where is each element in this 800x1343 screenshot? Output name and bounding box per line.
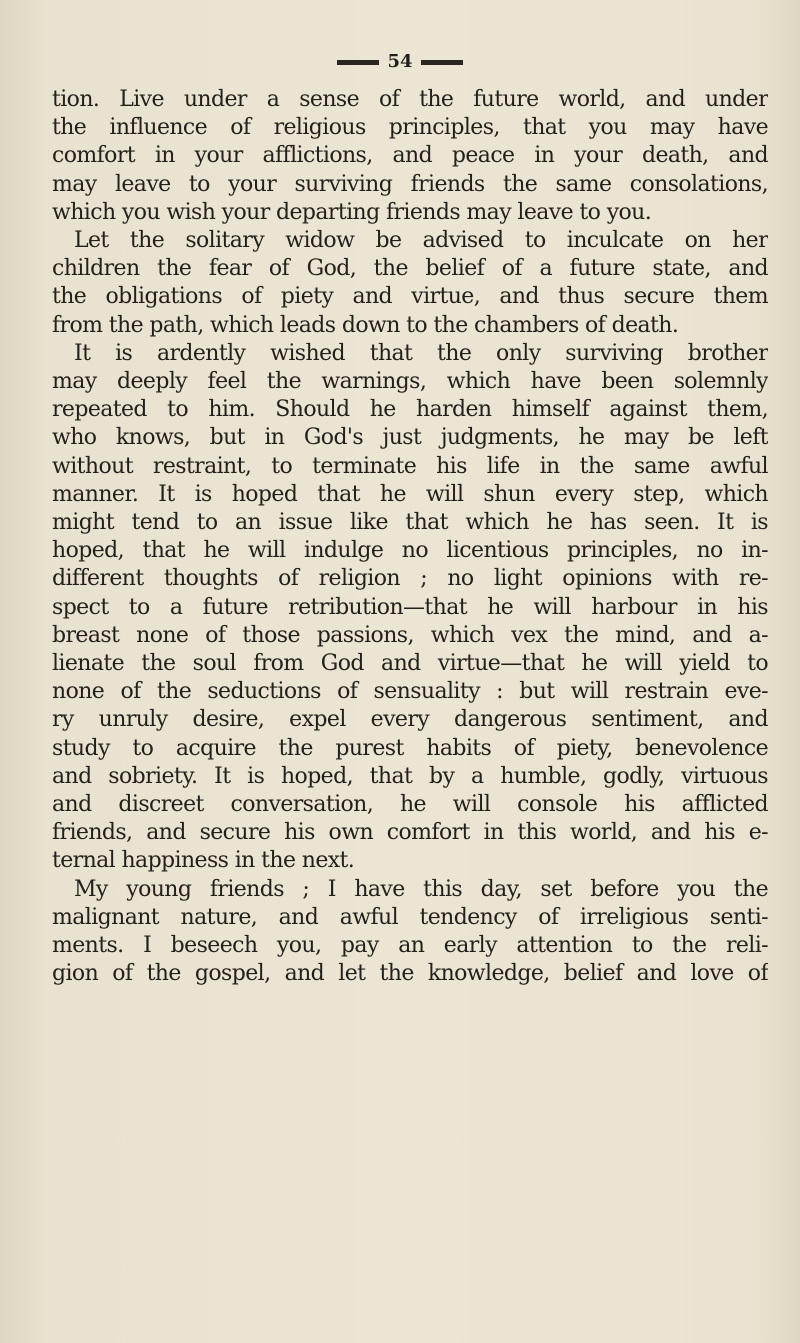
text-line: hoped, that he will indulge no licentious principles, no in- — [52, 538, 768, 564]
text-line: the obligations of piety and virtue, and thus secure them — [52, 284, 768, 310]
text-line: may deeply feel the warnings, which have been solemnly — [52, 369, 768, 395]
text-line: friends, and secure his own comfort in this world, and his e- — [52, 820, 768, 846]
text-line: none of the seductions of sensuality : but will restrain eve- — [52, 679, 768, 705]
text-line: and discreet conversation, he will console his afflicted — [52, 792, 768, 818]
text-line: gion of the gospel, and let the knowledge, belief and love of — [52, 961, 768, 987]
text-line: tion. Live under a sense of the future world, and under — [52, 87, 768, 112]
text-line: different thoughts of religion ; no light opinions with re- — [52, 566, 768, 592]
text-line: My young friends ; I have this day, set before you the — [74, 876, 768, 902]
header-rule-left — [337, 60, 379, 65]
text-line: and sobriety. It is hoped, that by a humble, godly, virtuous — [52, 763, 768, 789]
text-line: ments. I beseech you, pay an early attention to the reli- — [52, 933, 768, 959]
text-line: who knows, but in God's just judgments, he may be left — [52, 425, 768, 451]
text-line: lienate the soul from God and virtue—that he will yield to — [52, 651, 768, 677]
text-line: the influence of religious principles, that you may have — [52, 115, 768, 141]
text-line: malignant nature, and awful tendency of irreligious senti- — [52, 904, 768, 930]
text-line: It is ardently wished that the only surviving brother — [74, 340, 768, 366]
text-line: manner. It is hoped that he will shun every step, which — [52, 481, 768, 507]
text-line: Let the solitary widow be advised to inculcate on her — [74, 228, 768, 254]
text-line: from the path, which leads down to the chambers of death. — [52, 312, 679, 338]
text-line: may leave to your surviving friends the same consolations, — [52, 171, 768, 197]
text-line: might tend to an issue like that which he has seen. It is — [52, 510, 768, 536]
page-number: 54 — [387, 51, 413, 72]
text-line: without restraint, to terminate his life in the same awful — [52, 453, 768, 479]
text-line: study to acquire the purest habits of piety, benevolence — [52, 735, 768, 761]
text-line: comfort in your afflictions, and peace in your death, and — [52, 143, 768, 169]
text-line: spect to a future retribution—that he will harbour in his — [52, 594, 768, 620]
text-line: which you wish your departing friends may leave to you. — [52, 199, 652, 225]
header-rule-right — [421, 60, 463, 65]
paragraph-3 — [52, 340, 768, 876]
text-line: ry unruly desire, expel every dangerous sentiment, and — [52, 707, 768, 733]
text-line: repeated to him. Should he harden himself against them, — [52, 397, 768, 423]
page-header — [0, 52, 800, 72]
paragraph-4 — [52, 876, 768, 989]
text-line: breast none of those passions, which vex the mind, and a- — [52, 622, 768, 648]
body-text — [52, 86, 768, 989]
paragraph-2 — [52, 227, 768, 340]
paragraph-1 — [52, 86, 768, 227]
text-line: ternal happiness in the next. — [52, 848, 355, 874]
text-line: children the fear of God, the belief of a future state, and — [52, 256, 768, 282]
